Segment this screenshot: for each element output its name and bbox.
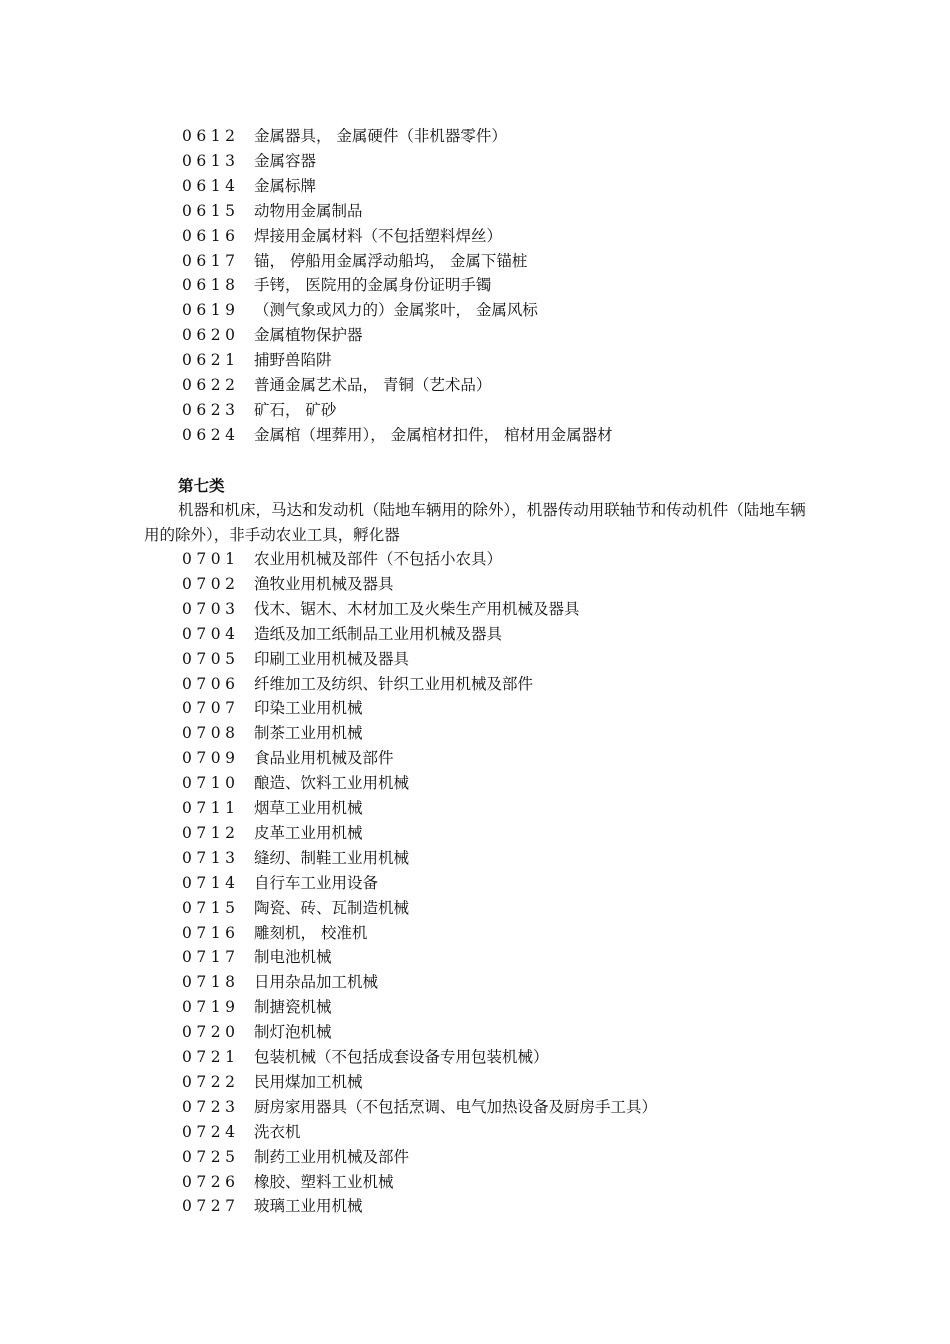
list-item [182, 149, 316, 174]
item-code [182, 373, 254, 398]
item-label: 普通金属艺术品， 青铜（艺术品） [254, 376, 492, 394]
item-label: 厨房家用器具（不包括烹调、电气加热设备及厨房手工具） [254, 1097, 658, 1116]
item-label: 锚， 停船用金属浮动船坞， 金属下锚桩 [254, 251, 528, 270]
item-code [182, 1170, 254, 1195]
item-code-digits: 0 6 2 3 [182, 400, 236, 419]
item-code [182, 1020, 254, 1045]
item-code [182, 771, 254, 796]
list-item [182, 1170, 394, 1195]
list-item [182, 746, 394, 771]
item-label: 橡胶、塑料工业机械 [254, 1172, 394, 1191]
item-label: 日用杂品加工机械 [254, 973, 379, 992]
item-code-digits: 0 6 2 2 [182, 376, 236, 394]
item-label: 制茶工业用机械 [254, 724, 363, 743]
item-code-digits: 0 6 1 2 [182, 127, 236, 145]
list-item [182, 672, 533, 697]
item-label: 包装机械（不包括成套设备专用包装机械） [254, 1048, 549, 1066]
list-item [182, 1095, 657, 1120]
item-code-digits: 0 6 2 1 [182, 351, 236, 370]
item-code-digits: 0 7 2 0 [182, 1023, 236, 1042]
item-code [182, 945, 254, 970]
item-code [182, 398, 254, 423]
item-label: 缝纫、制鞋工业用机械 [254, 848, 410, 867]
item-code-digits: 0 7 1 0 [182, 774, 236, 793]
list-item [182, 398, 336, 423]
item-label: 民用煤加工机械 [254, 1072, 363, 1091]
item-label: 玻璃工业用机械 [254, 1197, 363, 1216]
item-label: 造纸及加工纸制品工业用机械及器具 [254, 624, 503, 643]
list-item [182, 273, 491, 298]
list-item [182, 1194, 363, 1219]
item-code-digits: 0 7 2 6 [182, 1172, 236, 1191]
item-label: 金属植物保护器 [254, 326, 363, 345]
class-07-description: 机器和机床，马达和发动机（陆地车辆用的除外），机器传动用联轴节和传动机件（陆地车辆用的除外），非手动农业工具，孵化器 [144, 501, 806, 544]
list-item [182, 796, 363, 821]
item-code [182, 821, 254, 846]
list-item [182, 423, 613, 448]
item-code [182, 696, 254, 721]
item-code-digits: 0 7 2 7 [182, 1197, 236, 1216]
item-code [182, 224, 254, 249]
item-label: 金属器具， 金属硬件（非机器零件） [254, 127, 507, 145]
item-code [182, 796, 254, 821]
item-label: 印染工业用机械 [254, 699, 363, 718]
item-code [182, 1095, 254, 1120]
item-label: 金属标牌 [254, 176, 317, 195]
item-code-digits: 0 7 0 8 [182, 724, 236, 743]
item-code [182, 647, 254, 672]
item-code [182, 597, 254, 622]
list-item [182, 622, 502, 647]
list-item [182, 871, 378, 896]
item-code-digits: 0 7 0 3 [182, 599, 236, 618]
item-code-digits: 0 7 1 8 [182, 973, 236, 992]
list-item [182, 821, 363, 846]
list-item [182, 1070, 363, 1095]
list-item [182, 896, 409, 921]
item-code [182, 1145, 254, 1170]
item-code-digits: 0 7 0 6 [182, 674, 236, 693]
item-label: 制搪瓷机械 [254, 998, 332, 1017]
item-label: 焊接用金属材料（不包括塑料焊丝） [254, 226, 503, 245]
item-label: 动物用金属制品 [254, 201, 363, 220]
item-label: 洗衣机 [254, 1122, 301, 1141]
item-code-digits: 0 6 2 0 [182, 326, 236, 345]
item-code-digits: 0 7 0 5 [182, 649, 236, 668]
list-item [182, 547, 502, 572]
item-code [182, 970, 254, 995]
item-code [182, 572, 254, 597]
list-item [182, 995, 332, 1020]
list-item [182, 124, 507, 149]
list-item [182, 298, 538, 323]
item-code-digits: 0 7 1 2 [182, 823, 236, 842]
item-code [182, 547, 254, 572]
item-label: 制药工业用机械及部件 [254, 1147, 410, 1166]
item-code [182, 846, 254, 871]
list-item [182, 945, 332, 970]
item-code-digits: 0 7 1 5 [182, 898, 236, 917]
list-item [182, 597, 580, 622]
list-item [182, 249, 527, 274]
item-code [182, 746, 254, 771]
class-07-heading: 第七类 [178, 476, 225, 495]
item-label: 印刷工业用机械及器具 [254, 649, 410, 668]
item-code [182, 672, 254, 697]
item-code-digits: 0 7 1 9 [182, 998, 236, 1017]
item-label: 手铐， 医院用的金属身份证明手镯 [254, 276, 492, 295]
item-code [182, 721, 254, 746]
list-item [182, 199, 363, 224]
item-code [182, 896, 254, 921]
item-code-digits: 0 7 0 9 [182, 749, 236, 768]
item-code [182, 871, 254, 896]
list-item [182, 921, 367, 946]
list-item [182, 1120, 301, 1145]
item-code-digits: 0 6 1 7 [182, 251, 236, 270]
item-code-digits: 0 7 0 4 [182, 624, 236, 643]
list-item [182, 771, 409, 796]
item-code [182, 1045, 254, 1070]
item-label: 金属棺（埋葬用）， 金属棺材扣件， 棺材用金属器材 [254, 425, 613, 444]
item-label: 制灯泡机械 [254, 1023, 332, 1042]
item-label: （测气象或风力的）金属浆叶， 金属风标 [254, 301, 538, 320]
item-code-digits: 0 7 0 2 [182, 574, 236, 593]
item-code [182, 348, 254, 373]
item-code [182, 273, 254, 298]
list-item [182, 970, 378, 995]
item-code-digits: 0 6 1 8 [182, 276, 236, 295]
item-code [182, 249, 254, 274]
item-code [182, 921, 254, 946]
item-label: 雕刻机， 校准机 [254, 923, 368, 942]
item-code [182, 149, 254, 174]
item-label: 伐木、锯木、木材加工及火柴生产用机械及器具 [254, 599, 580, 618]
item-code-digits: 0 7 1 6 [182, 923, 236, 942]
item-code-digits: 0 7 2 3 [182, 1097, 236, 1116]
item-label: 陶瓷、砖、瓦制造机械 [254, 898, 410, 917]
list-item [182, 647, 409, 672]
item-code-digits: 0 7 1 3 [182, 848, 236, 867]
item-code-digits: 0 7 1 1 [182, 799, 236, 817]
item-code-digits: 0 6 1 6 [182, 226, 236, 245]
list-item [182, 348, 332, 373]
list-item [182, 572, 394, 597]
list-item [182, 721, 363, 746]
item-code [182, 124, 254, 149]
item-code-digits: 0 7 0 1 [182, 550, 236, 568]
item-code [182, 1194, 254, 1219]
list-item [182, 846, 409, 871]
item-code-digits: 0 6 1 9 [182, 301, 236, 320]
list-item [182, 224, 502, 249]
item-code [182, 1070, 254, 1095]
item-label: 金属容器 [254, 151, 317, 170]
item-label: 农业用机械及部件（不包括小农具） [254, 550, 503, 568]
item-label: 渔牧业用机械及器具 [254, 574, 394, 593]
item-code-digits: 0 7 1 7 [182, 948, 236, 967]
list-item [182, 1020, 332, 1045]
item-code [182, 995, 254, 1020]
item-code-digits: 0 6 1 4 [182, 176, 236, 195]
item-label: 制电池机械 [254, 948, 332, 967]
item-code-digits: 0 7 2 5 [182, 1147, 236, 1166]
list-item [182, 1045, 549, 1070]
list-item [182, 174, 316, 199]
item-label: 食品业用机械及部件 [254, 749, 394, 768]
item-code [182, 298, 254, 323]
item-label: 捕野兽陷阱 [254, 351, 332, 370]
item-code-digits: 0 7 0 7 [182, 699, 236, 718]
item-label: 皮革工业用机械 [254, 823, 363, 842]
item-label: 纤维加工及纺织、针织工业用机械及部件 [254, 674, 534, 693]
item-label: 烟草工业用机械 [254, 799, 363, 817]
list-item [182, 323, 363, 348]
item-code-digits: 0 6 1 5 [182, 201, 236, 220]
item-code [182, 622, 254, 647]
list-item [182, 696, 363, 721]
item-code-digits: 0 7 1 4 [182, 873, 236, 892]
item-code [182, 174, 254, 199]
item-label: 酿造、饮料工业用机械 [254, 774, 410, 793]
item-code [182, 1120, 254, 1145]
item-code-digits: 0 7 2 1 [182, 1048, 236, 1066]
item-code-digits: 0 6 2 4 [182, 425, 236, 444]
list-item [182, 1145, 409, 1170]
item-code [182, 323, 254, 348]
item-label: 自行车工业用设备 [254, 873, 379, 892]
item-code [182, 199, 254, 224]
item-code-digits: 0 7 2 2 [182, 1072, 236, 1091]
list-item [182, 373, 491, 398]
item-label: 矿石， 矿砂 [254, 400, 337, 419]
item-code [182, 423, 254, 448]
item-code-digits: 0 7 2 4 [182, 1122, 236, 1141]
item-code-digits: 0 6 1 3 [182, 151, 236, 170]
